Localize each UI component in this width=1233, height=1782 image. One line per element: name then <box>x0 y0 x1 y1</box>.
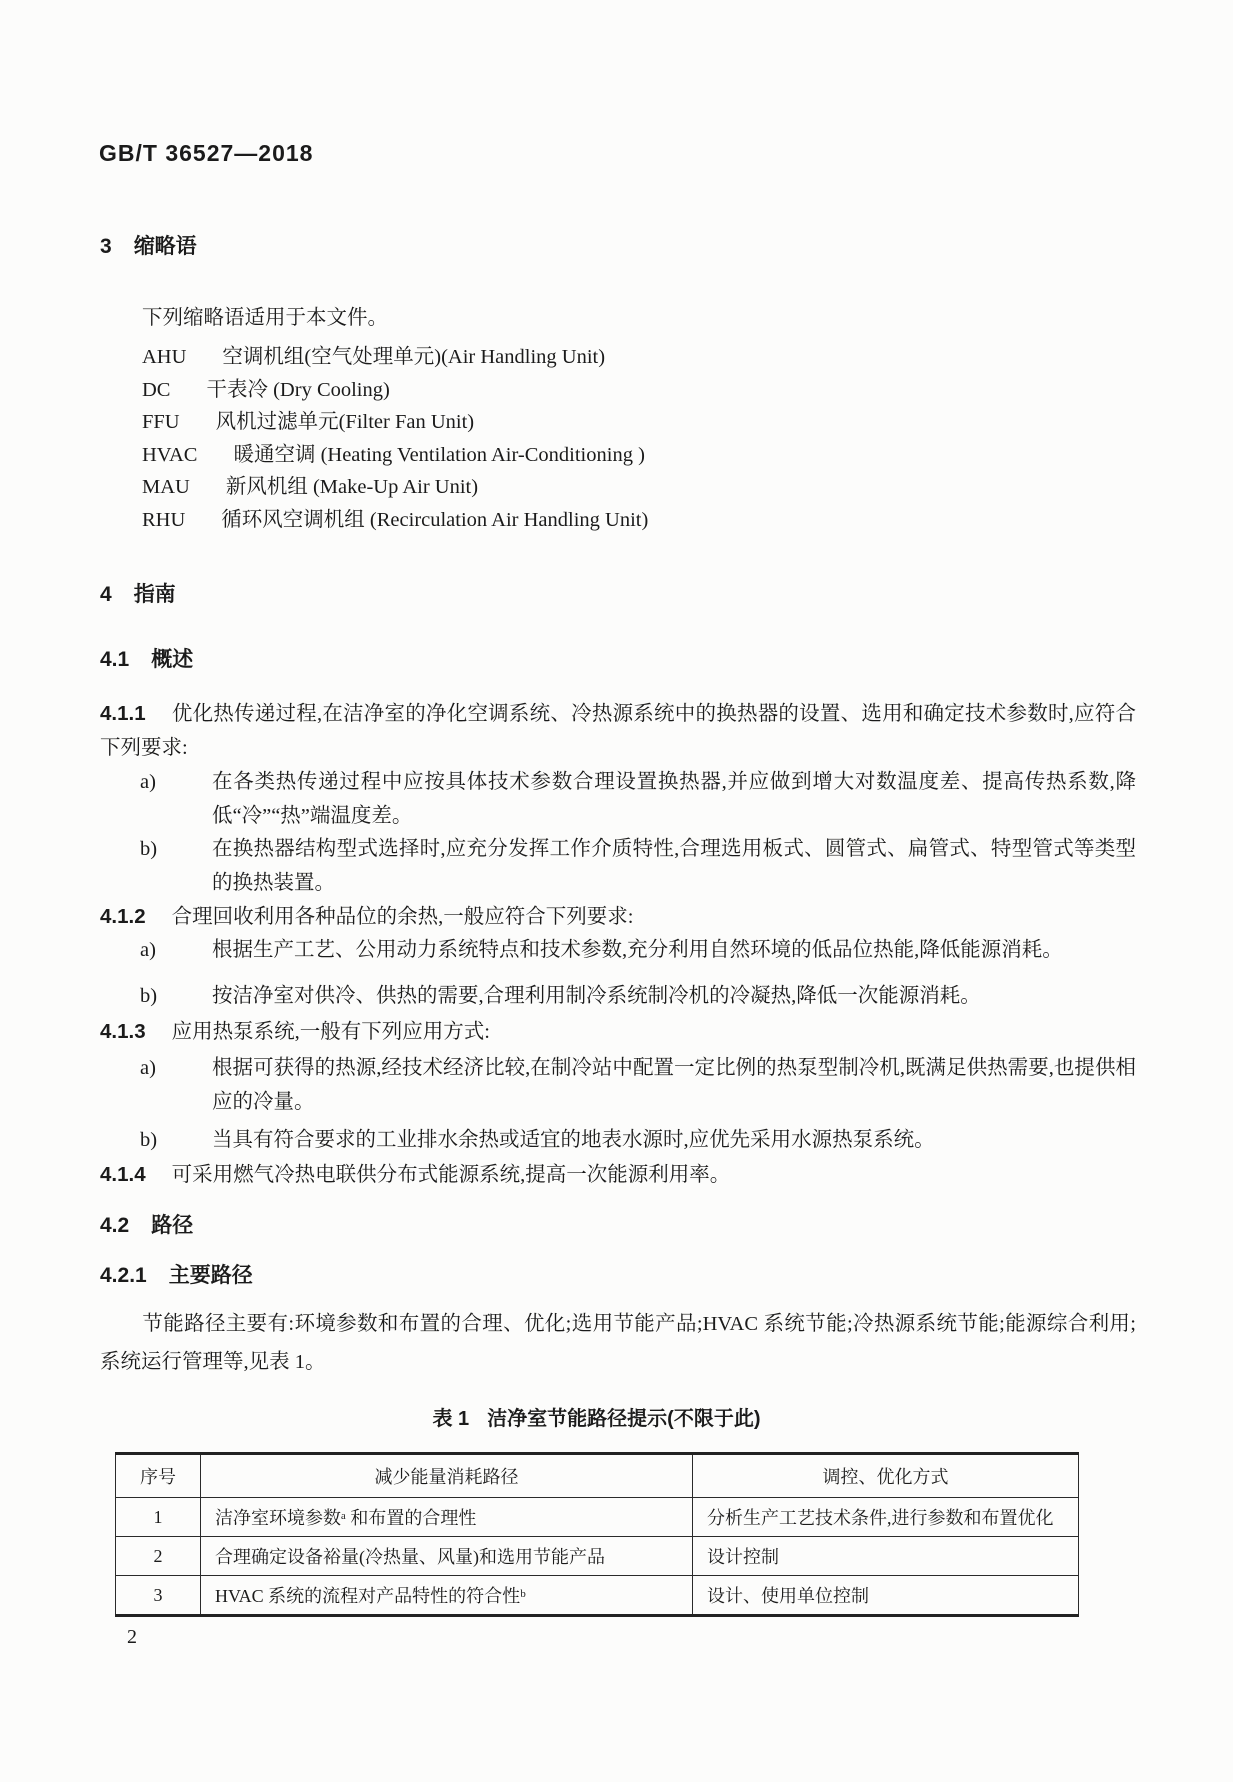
item-text: 根据生产工艺、公用动力系统特点和技术参数,充分利用自然环境的低品位热能,降低能源消耗。 <box>212 939 1063 961</box>
item-text: 按洁净室对供冷、供热的需要,合理利用制冷系统制冷机的冷凝热,降低一次能源消耗。 <box>212 985 981 1007</box>
clause-4-1-1 <box>100 697 1136 765</box>
clause-4-1-2 <box>100 900 1136 934</box>
paragraph-text: 节能路径主要有:环境参数和布置的合理、优化;选用节能产品;HVAC 系统节能;冷热源系统节能;能源综合利用;系统运行管理等,见表 1。 <box>100 1313 1136 1373</box>
cell-path: 洁净室环境参数ᵃ 和布置的合理性 <box>201 1498 693 1537</box>
item-label: b) <box>140 985 158 1007</box>
clause-number: 4.1.1 <box>100 702 146 725</box>
abbreviation-list <box>142 341 648 536</box>
section-4-heading <box>100 581 176 609</box>
list-item-a <box>140 933 1136 967</box>
section-4-title: 指南 <box>133 583 176 606</box>
clause-number: 4.1.4 <box>100 1163 146 1186</box>
abbreviation-item <box>142 341 648 374</box>
list-item-a <box>140 765 1136 833</box>
table-row <box>116 1498 1079 1537</box>
energy-saving-paths-table <box>115 1452 1079 1617</box>
table-row <box>116 1537 1079 1576</box>
abbreviation-item <box>142 374 648 407</box>
abbr-definition: 风机过滤单元(Filter Fan Unit) <box>215 411 475 433</box>
paragraph-4-2-1 <box>100 1305 1136 1381</box>
abbreviations-intro: 下列缩略语适用于本文件。 <box>142 307 388 329</box>
section-4-number: 4 <box>100 583 112 606</box>
standard-number: GB/T 36527—2018 <box>99 140 314 166</box>
clause-text: 优化热传递过程,在洁净室的净化空调系统、冷热源系统中的换热器的设置、选用和确定技术参数时,应符合下列要求: <box>100 703 1136 759</box>
col-header-no: 序号 <box>116 1454 201 1498</box>
abbr-definition: 循环风空调机组 (Recirculation Air Handling Unit) <box>221 508 649 531</box>
abbreviation-item <box>142 504 648 537</box>
table-caption-label: 表 1 <box>432 1408 470 1430</box>
abbr-definition: 空调机组(空气处理单元)(Air Handling Unit) <box>222 346 606 368</box>
section-4-2-1-number: 4.2.1 <box>100 1264 147 1287</box>
abbreviation-item <box>142 439 648 472</box>
table-header-row <box>116 1454 1079 1498</box>
table-row <box>116 1576 1079 1616</box>
clause-text: 应用热泵系统,一般有下列应用方式: <box>171 1021 490 1043</box>
clause-4-1-3 <box>100 1015 1136 1049</box>
col-header-path: 减少能量消耗路径 <box>201 1454 693 1498</box>
cell-way: 分析生产工艺技术条件,进行参数和布置优化 <box>693 1498 1079 1537</box>
cell-way: 设计、使用单位控制 <box>693 1576 1079 1616</box>
section-4-2-1-heading <box>100 1262 253 1290</box>
abbr-code: DC <box>142 378 171 401</box>
list-item-b <box>140 1123 1136 1157</box>
clause-number: 4.1.2 <box>100 905 146 928</box>
abbr-definition: 暖通空调 (Heating Ventilation Air-Conditioning ) <box>233 443 645 466</box>
cell-no: 3 <box>116 1576 201 1616</box>
item-text: 在换热器结构型式选择时,应充分发挥工作介质特性,合理选用板式、圆管式、扁管式、特型管式等类型的换热装置。 <box>212 838 1136 894</box>
section-4-2-heading <box>100 1212 193 1240</box>
list-item-b <box>140 979 1136 1013</box>
item-text: 在各类热传递过程中应按具体技术参数合理设置换热器,并应做到增大对数温度差、提高传热系数,降低“冷”“热”端温度差。 <box>212 771 1136 827</box>
abbreviation-item <box>142 471 648 504</box>
abbr-code: MAU <box>142 476 190 498</box>
abbr-definition: 新风机组 (Make-Up Air Unit) <box>225 476 479 498</box>
abbr-code: RHU <box>142 508 186 531</box>
list-item-a <box>140 1051 1136 1119</box>
section-3-number: 3 <box>100 235 112 258</box>
section-4-2-title: 路径 <box>151 1214 194 1237</box>
abbr-code: HVAC <box>142 443 198 466</box>
section-4-2-1-title: 主要路径 <box>168 1264 253 1287</box>
section-3-heading <box>100 233 197 261</box>
clause-text: 合理回收利用各种品位的余热,一般应符合下列要求: <box>171 906 634 928</box>
abbr-code: FFU <box>142 411 180 433</box>
cell-path: 合理确定设备裕量(冷热量、风量)和选用节能产品 <box>201 1537 693 1576</box>
abbr-definition: 干表冷 (Dry Cooling) <box>206 378 390 401</box>
item-label: a) <box>140 1057 156 1079</box>
item-label: b) <box>140 838 158 860</box>
item-text: 根据可获得的热源,经技术经济比较,在制冷站中配置一定比例的热泵型制冷机,既满足供热需要,也提供相应的冷量。 <box>212 1057 1136 1113</box>
page-number: 2 <box>127 1626 137 1648</box>
clause-text: 可采用燃气冷热电联供分布式能源系统,提高一次能源利用率。 <box>171 1164 731 1186</box>
list-item-b <box>140 832 1136 900</box>
clause-number: 4.1.3 <box>100 1020 146 1043</box>
col-header-way: 调控、优化方式 <box>693 1454 1079 1498</box>
table-caption <box>115 1406 1078 1432</box>
item-label: a) <box>140 771 156 793</box>
section-3-title: 缩略语 <box>133 235 197 258</box>
item-label: b) <box>140 1129 158 1151</box>
clause-4-1-4 <box>100 1158 1136 1192</box>
cell-no: 2 <box>116 1537 201 1576</box>
cell-no: 1 <box>116 1498 201 1537</box>
cell-path: HVAC 系统的流程对产品特性的符合性ᵇ <box>201 1576 693 1616</box>
cell-way: 设计控制 <box>693 1537 1079 1576</box>
abbr-code: AHU <box>142 346 187 368</box>
item-label: a) <box>140 939 156 961</box>
item-text: 当具有符合要求的工业排水余热或适宜的地表水源时,应优先采用水源热泵系统。 <box>212 1129 935 1151</box>
table-caption-title: 洁净室节能路径提示(不限于此) <box>487 1408 761 1430</box>
abbreviation-item <box>142 406 648 439</box>
section-4-2-number: 4.2 <box>100 1214 130 1237</box>
section-4-1-heading <box>100 646 193 674</box>
section-4-1-number: 4.1 <box>100 648 130 671</box>
section-4-1-title: 概述 <box>151 648 194 671</box>
